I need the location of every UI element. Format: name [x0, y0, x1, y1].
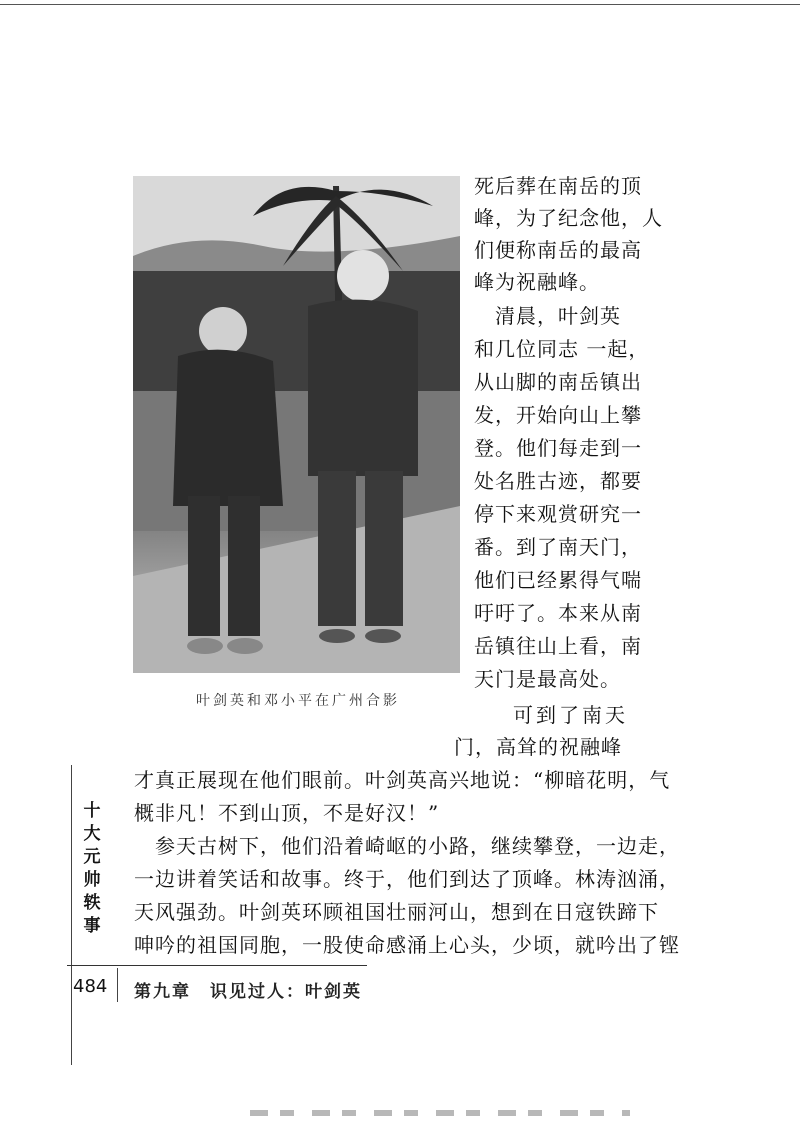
scan-bleed-through	[250, 1110, 630, 1116]
text-line: 和几位同志 一起，	[474, 337, 650, 361]
sidebar-title-char: 大	[83, 824, 101, 844]
text-line: 们便称南岳的最高	[474, 238, 642, 262]
top-border-line	[0, 4, 800, 5]
sidebar-rule	[71, 765, 72, 1065]
text-line: 岳镇往山上看，南	[474, 634, 642, 658]
text-line: 参天古树下，他们沿着崎岖的小路，继续攀登，一边走，	[134, 834, 680, 858]
text-line: 一边讲着笑话和故事。终于，他们到达了顶峰。林涛汹涌，	[134, 867, 680, 891]
sidebar-title-char: 事	[83, 916, 101, 936]
photo-caption: 叶剑英和邓小平在广州合影	[196, 693, 400, 709]
text-line: 处名胜古迹，都要	[474, 469, 642, 493]
sidebar-title-char: 十	[83, 801, 101, 821]
running-head: 第九章 识见过人：叶剑英	[134, 982, 362, 1002]
text-line: 门，高耸的祝融峰	[454, 735, 622, 759]
text-line: 登。他们每走到一	[474, 436, 642, 460]
text-line: 吁吁了。本来从南	[474, 601, 642, 625]
sidebar-book-title	[80, 800, 104, 938]
footer-separator	[117, 968, 118, 1002]
text-line: 峰，为了纪念他，人	[474, 206, 663, 230]
text-line: 发，开始向山上攀	[474, 403, 642, 427]
photo-illustration	[133, 176, 460, 673]
sidebar-title-char: 元	[83, 847, 101, 867]
photograph	[133, 176, 460, 673]
text-line: 从山脚的南岳镇出	[474, 370, 642, 394]
text-line: 死后葬在南岳的顶	[474, 174, 642, 198]
page-number: 484	[73, 976, 108, 997]
text-line: 峰为祝融峰。	[474, 270, 600, 294]
text-line: 天门是最高处。	[474, 667, 621, 691]
footer-rule	[67, 965, 367, 966]
text-line: 清晨，叶剑英	[474, 304, 621, 328]
text-line: 才真正展现在他们眼前。叶剑英高兴地说：“柳暗花明，气	[134, 768, 671, 792]
text-line: 概非凡！不到山顶，不是好汉！”	[134, 801, 440, 825]
text-line: 天风强劲。叶剑英环顾祖国壮丽河山，想到在日寇铁蹄下	[134, 900, 659, 924]
text-line: 可到了南天	[513, 703, 628, 727]
text-line: 番。到了南天门，	[474, 535, 642, 559]
sidebar-title-char: 帅	[83, 870, 101, 890]
text-line: 他们已经累得气喘	[474, 568, 642, 592]
text-line: 呻吟的祖国同胞，一股使命感涌上心头，少顷，就吟出了铿	[134, 933, 680, 957]
text-line: 停下来观赏研究一	[474, 502, 642, 526]
sidebar-title-char: 轶	[83, 893, 101, 913]
